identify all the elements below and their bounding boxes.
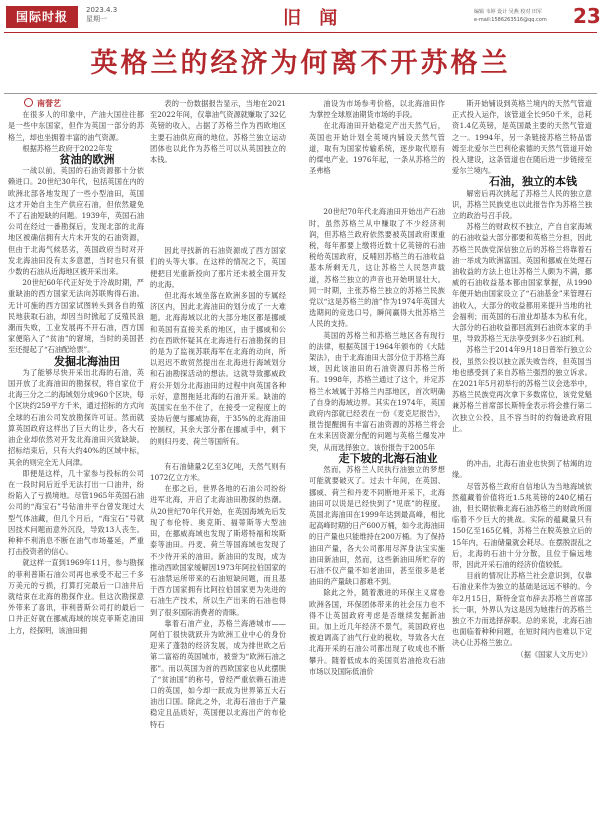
column-gap	[150, 447, 286, 461]
subheading-poor-oil-europe: 贫油的欧洲	[59, 153, 115, 167]
paragraph: 因此寻找新的石油资源成了西方国家们的头等大事。在这样的情况之下，英国便把目光重新投向了那片还未被全面开发的北海。	[150, 246, 286, 289]
paragraph: 在那之后，世界各地的石油公司纷纷进军北海，开启了北海油田勘探的热潮。从20世纪70年代开始，在英国海域先后发现了布伦特、奥克斯、福蒂斯等大型油田，在挪威海域也发现了斯塔特福和埃斯泰等油田。丹麦、荷兰等国海域也发现了不少待开采的油田。新油田的发现，成为推动西欧国家缓解因1973年阿拉伯国家的石油禁运所带来的石油短缺问题，而且基于西方国家拥有比阿拉伯国家更为先进的石油生产技术，所以生产出来的石油也得到了很多国际消费者的青睐。	[150, 484, 286, 617]
section-title: 旧 闻	[283, 8, 344, 29]
subheading-north-sea: 发掘北海油田	[54, 354, 120, 368]
paragraph: 根据苏格兰政府于2022年发	[22, 143, 113, 153]
paragraph: 尽管苏格兰政府自信地认为当地海域依然蕴藏着价值将近1.5兆英镑的240亿桶石油，但长期依赖北海石油苏格兰的财政所面临着不少巨大的挑战。实际的蕴藏量只有150亿至165亿桶，苏格兰在脱英独立后的15年内，石油储量就会耗尽。在摆脱混乱之后，北海的石油十分分散，且位于偏远地带，因此开采石油的经济价值较低。	[452, 481, 592, 569]
column-gap	[150, 165, 286, 245]
paragraph: 然而，苏格兰人民执行油独立的梦想可能就要破灭了。过去十年间，在英国、挪威、荷兰和丹麦不同断地开采下，北海油田可以说是已经快到了“见底”的程度。英国北海油田在1999年达到最高峰，相比起高峰时期的日产600万桶，如今北海油田的日产量也只能维持在200万桶。为了保持油田产量，各大公司都用尽浑身法宝实施油田新油田，然而，这些新油田所贮存的石油不仅产量不如老油田，甚至很多是老油田的产量缺口都难不到。	[309, 465, 445, 587]
paragraph: 有石油储量2亿至3亿吨，天然气则有1072亿立方米。	[150, 461, 286, 483]
paragraph: 就这样一直到1969年11月，参与勘探的菲利普斯石油公司再也承受不起三千多万美元的亏损，打算打完最后一口油井后就结束在北海的勘探作业。但这次勘探意外带来了喜讯，菲利普斯公司打的最后一口井正好就在挪威海域的埃克菲斯克油田上方，经探明，该油田拥	[8, 558, 144, 635]
paragraph: 为了能够尽快开采出北海的石油，英国开放了北海油田的勘探权，将自家位于北海三分之二的海域划分成960个区块，每个区块约259平方千米，通过招标的方式向全球的石油公司发放勘探许可证。然而就算英国政府这样出了巨大的让步，各大石油企业却依然对开发北海油田兴致缺缺。招标结束后，只有大约40%的区域中标，其余的则完全无人问津。	[8, 367, 144, 467]
credits-staff: 编辑 韦婷 设计 吴燕 校对 田军	[474, 9, 542, 15]
editor-credits	[474, 8, 547, 24]
paragraph: 在北海油田开始稳定产出天然气后，英国也开始计划全英境内铺设天然气管道，取有为国家传输系统，逐步取代原有的煤电产业。1976年起，一条从苏格兰的圣弗格	[309, 121, 445, 176]
paragraph: 靠着石油产业，苏格兰海港城市——阿伯丁很快就跃升为欧洲工业中心的身份迎来了蓬勃的经济发展，成为排世欧之后第二富裕的英国城市，被誉为“欧洲石油之都”。而以英国为首的西欧国家也从此摆脱了“贫油国”的称号，曾经严重依赖石油进口的英国，如今却一跃成为世界第五大石油出口国。除此之外，北海石油由于产量稳定且品质好，英国便以北海出产的布伦特石	[150, 618, 286, 729]
subheading-independence: 石油，独立的本钱	[489, 175, 577, 189]
paragraph: 一战以前，英国的石油资源都十分依赖进口。20世纪30年代，包括英国在内的欧洲北部各地发现了一些小型油田，英国这才开始自主生产供应石油，但依然避免不了石油短缺的问题。1939年，英国石油公司在经过一番勘探后，发现北部的北海地区被确信拥有大片未开发的石油资源，但由于北海气候恶劣，英国政府当时对开发北海油田没有太多意愿，当时也只有很少数的石油从近海地区被开采出来。	[8, 166, 144, 277]
page-header	[0, 0, 601, 30]
header-divider	[4, 32, 597, 33]
paragraph: 但北海水域坐落在欧洲多国的专属经济区内，因此北海油田的划分成了一大难题。北海海域以北的大部分地区都是挪威和英国有直接关系的地区，由于挪威和公约在西欧怀疑其在北海进行石油勘探的目的是为了监视苏联海军在北海的动向，所以迟迟不敢贸然提出在北海进行海域划分和石油勘探活动的想法。这就导致挪威政府公开划分北海油田的过程中向英国各种示好，意图拖延北海的石油开采。缺油的英国实在坐不住了，在接受一定程度上的妥协后便与挪威协商，于35%的北海油田控制权，其余大部分都在挪威手中，剩下的则归丹麦、荷兰等国所有。	[150, 291, 286, 446]
paragraph: 英国的苏格兰和苏格兰地区各有现行的法律，根据英国于1964年颁布的《大陆架法》，由于北海油田大部分位于苏格兰海域，因此该油田的石油资源归苏格兰所有。1998年，苏格兰通过了这个，并定苏格兰水域属于苏格兰内部地区，首次明确了自身的海域边界。其实在1974年，英国政府内部就已经表在一份《麦克尼报告》，报告提醒拥有丰富石油资源的苏格兰将会在未来因资源分配的问题与英格兰爆发冲突，从而选择独立。该份报告于2005年	[309, 330, 445, 452]
paragraph: 解密后再次挑起了苏格兰人民的独立意识，苏格兰民族党也以此报告作为苏格兰独立的政治号召手段。	[452, 188, 592, 221]
paragraph: 苏格兰于2014年9月18日曾举行独立公投，虽然公投以独立派失败告终，但英国当地也感受到了来自苏格兰强烈的独立诉求。在2021年5月初举行的苏格兰议会选举中，苏格兰民族党再次拿下多数席位，该党党魁兼苏格兰首席部长斯特金表示将会推行第二次独立公投，且不容当时的约翰逊政府阻止。	[452, 345, 592, 433]
text-column-1	[8, 98, 144, 826]
author-name: 南誉艺	[37, 99, 61, 108]
paragraph: 20世纪70年代北海油田开始出产石油时，虽然苏格兰从中赚取了不少经济利润，但苏格兰政府依然要被英国政府课重税，每年都要上缴将近数十亿英镑的石油税给英国政府，反哺回苏格兰的石油收益基本所剩无几，这让苏格兰人民怨声载道，苏格兰独立的声音也开始明显壮大。同一时期，主张苏格兰独立的苏格兰民族党以“这是苏格兰的油”作为1974年英国大选期间的竞选口号，瞬间赢得大批苏格兰人民的支持。	[309, 207, 445, 329]
credits-email: e-mail:1586263516@qq.com	[474, 17, 547, 23]
byline-circle-icon	[24, 98, 33, 107]
text-column-4	[452, 98, 592, 826]
headline-divider	[4, 93, 597, 94]
paragraph: 的冲击，北海石油业也快到了枯竭的边缘。	[452, 459, 592, 480]
issue-date	[86, 6, 117, 24]
paragraph: 苏格兰的财政权不独立，产自自家海域的石油收益大部分都要和英格兰分担，因此苏格兰民族党深信独立后的苏格兰将靠着石油一举成为欧洲富国。英国和挪威在处理石油收益的方法上也让苏格兰人颇为不满，挪威的石油收益基本都由国家掌握，从1990年便开始由国家设立了“石油基金”来管理石油收入，大部分的收益都用来提升当地的社会福利；而英国的石油业却基本为私有化，大部分的石油收益都回流到石油资本家的手里，导致苏格兰无法享受到多少石油红利。	[452, 222, 592, 344]
page-number: 23	[573, 4, 601, 28]
column-gap	[452, 434, 592, 458]
intro-paragraphs	[8, 109, 144, 154]
paragraph: 20世纪60年代正好处于冷战时期，严重缺油的西方国家无法向苏联购得石油。无计可施的西方国家试图转头到各自的殖民地获取石油，却因当时掀起了反殖民浪潮而失败，工业发展再不开石油，西方国家便陷入了“贫油”的窘境，当时的美国甚至还提起了“石油配给票”。	[8, 278, 144, 355]
text-column-2	[150, 98, 286, 826]
author-byline	[8, 98, 144, 109]
paragraph: 在很多人的印象中，产油大国往往都是一些中东国家，但作为英国一部分的苏格兰，却也坐拥着丰富的油气资源。	[8, 110, 144, 142]
paragraph: 目前的情况让苏格兰社会意识到，仅靠石油业来作为独立的基础是远远不够的。今年2月15日，斯特金宣布辞去苏格兰首席部长一职，外界认为这是因为她推行的苏格兰独立不力而选择辞职。总的来说，北海石油也面临着种种问题，在短时间内也难以下定决心让苏格兰独立。	[452, 571, 592, 648]
date-text: 2023.4.3	[86, 6, 118, 14]
paragraph: 即便是这样，几十家参与投标的公司在一段时间后近乎无法打出一口油井，纷纷陷入了亏损境地。尽管1965年英国石油公司的“海宝石”号钻油井平台曾发现过大型气体油藏，但几个月后，“海宝石”号就因技术问题而意外沉没，导致13人丧生。种种不利消息不断在油气市场蔓延，严重打击投资者的信心。	[8, 468, 144, 557]
paragraph: 表的一份数据报告显示，当地在2021至2022年间，仅靠油气资源就赚取了32亿英镑的收入，占据了苏格兰作为西欧地区主要石油供应商的地位。苏格兰独立运动团体也以此作为苏格兰可以从英国独立的本钱。	[150, 99, 286, 165]
paragraph: 斯开始铺设到英格兰境内的天然气管道正式投入运作，该管道全长950千米，总耗资1.4亿英镑，是英国最主要的天然气管道之一。1994年，另一条链接苏格兰特品雷姆至北爱尔兰巴利伦索德的天然气管道开始投入建设，这条管道也在随后进一步链接至爱尔兰境内。	[452, 99, 592, 176]
paragraph: 除此之外，随着激进的环保主义席卷欧洲各国，环保团体带来的社会压力也不得不让英国政府考虑是否继续发掘新油田。加上近几年经济不景气，英国政府也被迫调高了油气行业的税收，导致各大在北海开采的石油公司都出现了收成也不断攀升。随着低成本的美国页岩油抢攻石油市场以及国际低油价	[309, 588, 445, 676]
masthead-logo: 国际时报	[6, 6, 78, 28]
column-gap	[309, 176, 445, 206]
paragraph: 油设为市场参考价格，以北海油田作为掌控全球原油期货市场的手段。	[309, 99, 445, 120]
text-column-3	[309, 98, 445, 826]
subheading-decline: 走下坡的北海石油业	[338, 451, 438, 465]
weekday-text: 星期一	[86, 15, 107, 23]
article-headline: 英格兰的经济为何离不开苏格兰	[90, 48, 511, 79]
source-note: （据《国家人文历史》）	[516, 649, 592, 659]
